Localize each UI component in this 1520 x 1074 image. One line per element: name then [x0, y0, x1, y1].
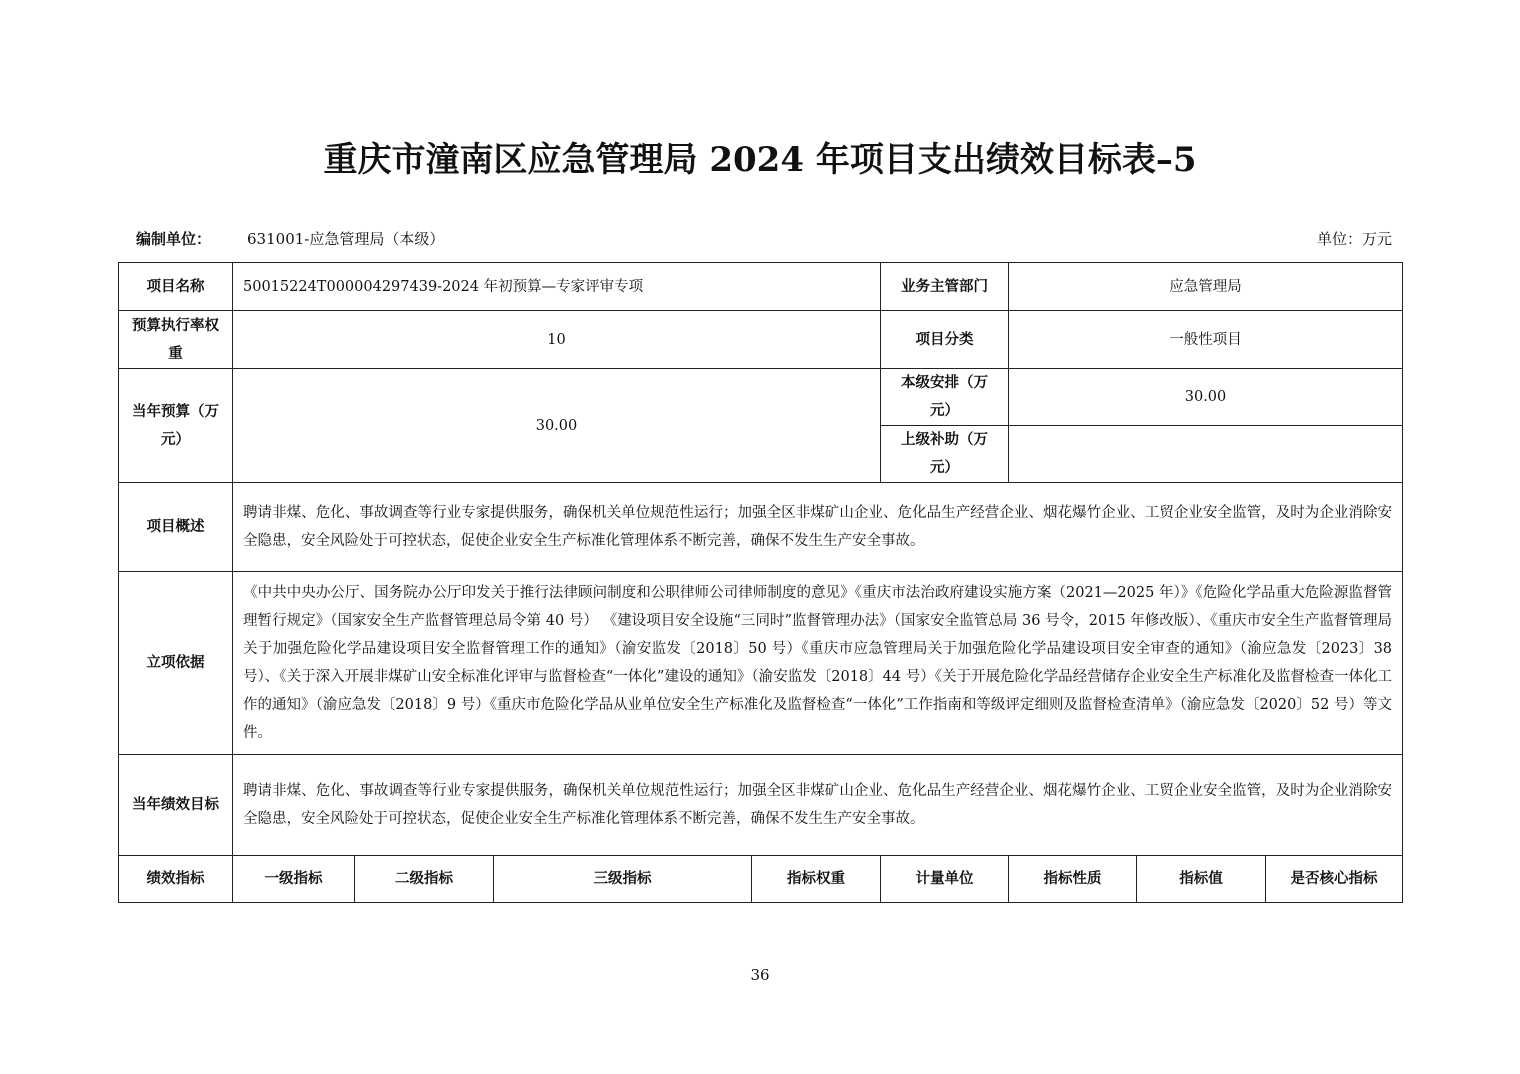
- indicator-header: 二级指标: [355, 856, 494, 903]
- indicator-header: 计量单位: [881, 856, 1009, 903]
- page-number: 36: [750, 966, 770, 984]
- compiler-label: 编制单位：: [136, 230, 212, 248]
- table-row: [119, 263, 1403, 311]
- category-value: 一般性项目: [1009, 311, 1403, 369]
- overview-label: 项目概述: [119, 483, 233, 572]
- table-row: [119, 483, 1403, 572]
- indicator-header-row: [119, 856, 1403, 903]
- compiler-value: 631001-应急管理局（本级）: [247, 230, 445, 248]
- superior-label: 上级补助（万元）: [881, 426, 1009, 483]
- local-label: 本级安排（万元）: [881, 369, 1009, 426]
- category-label: 项目分类: [881, 311, 1009, 369]
- dept-label: 业务主管部门: [881, 263, 1009, 311]
- basis-label: 立项依据: [119, 572, 233, 755]
- overview-value: 聘请非煤、危化、事故调查等行业专家提供服务，确保机关单位规范性运行；加强全区非煤矿山企业、危化品生产经营企业、烟花爆竹企业、工贸企业安全监管，及时为企业消除安全隐患，安全风险处于可控状态，促使企业安全生产标准化管理体系不断完善，确保不发生生产安全事故。: [233, 483, 1403, 572]
- budget-label: 当年预算（万元）: [119, 369, 233, 483]
- compiler-info: [136, 228, 444, 249]
- table-row: [119, 572, 1403, 755]
- goal-value: 聘请非煤、危化、事故调查等行业专家提供服务，确保机关单位规范性运行；加强全区非煤矿山企业、危化品生产经营企业、烟花爆竹企业、工贸企业安全监管，及时为企业消除安全隐患，安全风险处于可控状态，促使企业安全生产标准化管理体系不断完善，确保不发生生产安全事故。: [233, 755, 1403, 856]
- exec-rate-label: 预算执行率权重: [119, 311, 233, 369]
- performance-table: [118, 262, 1403, 903]
- project-name-value: 50015224T000004297439-2024 年初预算—专家评审专项: [233, 263, 881, 311]
- table-row: [119, 755, 1403, 856]
- table-row: [119, 311, 1403, 369]
- indicator-header: 三级指标: [494, 856, 752, 903]
- project-name-label: 项目名称: [119, 263, 233, 311]
- superior-value: [1009, 426, 1403, 483]
- indicator-header: 一级指标: [233, 856, 355, 903]
- budget-value: 30.00: [233, 369, 881, 483]
- exec-rate-value: 10: [233, 311, 881, 369]
- local-value: 30.00: [1009, 369, 1403, 426]
- basis-value: 《中共中央办公厅、国务院办公厅印发关于推行法律顾问制度和公职律师公司律师制度的意见》《重庆市法治政府建设实施方案（2021—2025 年）》《危险化学品重大危险源监督管理暂行规定》（国家安全生产监督管理总局令第 40 号） 《建设项目安全设施“三同时”监督管理办法》（国家安全监管总局 36 号令，2015 年修改版）、《重庆市安全生产监督管理局关于加强危险化学品建设项目安全监督管理工作的通知》（渝安监发〔2018〕50 号）《重庆市应急管理局关于加强危险化学品建设项目安全审查的通知》（渝应急发〔2023〕38 号）、《关于深入开展非煤矿山安全标准化评审与监督检查“一体化”建设的通知》（渝安监发〔2018〕44 号）《关于开展危险化学品经营储存企业安全生产标准化及监督检查一体化工作的通知》（渝应急发〔2018〕9 号）《重庆市危险化学品从业单位安全生产标准化及监督检查“一体化”工作指南和等级评定细则及监督检查清单》（渝应急发〔2020〕52 号）等文件。: [233, 572, 1403, 755]
- indicator-header: 指标值: [1137, 856, 1266, 903]
- unit-label: 单位：万元: [1316, 230, 1392, 248]
- indicator-header: 指标性质: [1009, 856, 1137, 903]
- goal-label: 当年绩效目标: [119, 755, 233, 856]
- indicator-header: 指标权重: [752, 856, 881, 903]
- page-title: 重庆市潼南区应急管理局 2024 年项目支出绩效目标表–5: [323, 140, 1197, 180]
- indicator-header: 是否核心指标: [1266, 856, 1403, 903]
- indicator-header: 绩效指标: [119, 856, 233, 903]
- dept-value: 应急管理局: [1009, 263, 1403, 311]
- table-row: [119, 369, 1403, 426]
